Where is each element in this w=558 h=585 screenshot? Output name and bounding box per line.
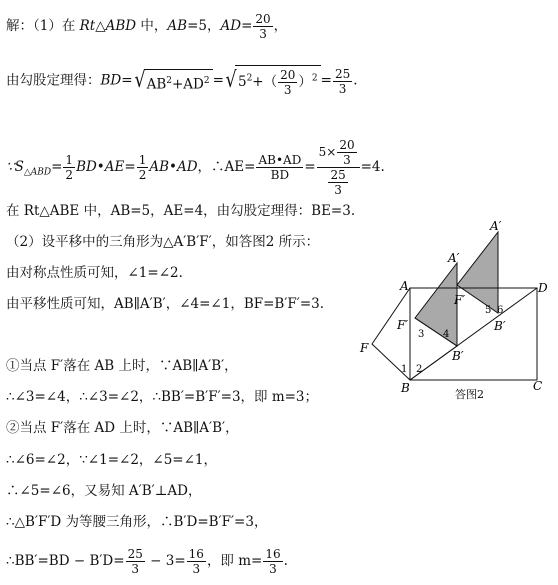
fraction bbox=[256, 153, 303, 182]
text: = bbox=[124, 159, 136, 175]
fraction bbox=[263, 547, 282, 576]
denominator: 3 bbox=[343, 153, 351, 167]
numerator: 20 bbox=[339, 138, 355, 152]
line-7: 由平移性质可知，AB∥A′B′，∠4=∠1，BF=B′F′=3. bbox=[6, 296, 325, 312]
numerator: 16 bbox=[188, 547, 204, 561]
exponent: 2 bbox=[166, 75, 172, 86]
fraction bbox=[253, 12, 272, 41]
fraction bbox=[126, 547, 145, 576]
line-13: ∴△B′F′D 为等腰三角形，∴B′D=B′F′=3， bbox=[6, 514, 268, 530]
denominator: 3 bbox=[192, 562, 201, 576]
text: 由勾股定理得： bbox=[6, 72, 101, 89]
label-F-prime-1: F′ bbox=[397, 318, 409, 332]
label-C: C bbox=[533, 379, 543, 393]
text: BD bbox=[100, 72, 122, 89]
fraction bbox=[328, 168, 347, 197]
fraction bbox=[137, 153, 149, 182]
label-angle-5: 5 bbox=[485, 305, 492, 316]
line-14 bbox=[6, 547, 288, 576]
numerator: 20 bbox=[255, 12, 271, 26]
fraction bbox=[187, 547, 206, 576]
denominator bbox=[317, 168, 360, 197]
text: =5， bbox=[187, 18, 221, 34]
numerator bbox=[317, 138, 360, 168]
text: = bbox=[241, 18, 253, 34]
fraction bbox=[63, 153, 75, 182]
text: = bbox=[212, 72, 224, 89]
label-D: D bbox=[538, 281, 548, 295]
line-10: ②当点 F′落在 AD 上时，∵AB∥A′B′， bbox=[6, 420, 239, 436]
label-angle-6: 6 bbox=[497, 305, 504, 316]
text: AB bbox=[146, 76, 167, 93]
numerator: 1 bbox=[138, 153, 147, 167]
text: BD•AE bbox=[76, 159, 125, 175]
line-11: ∴∠6=∠2，∵∠1=∠2，∠5=∠1， bbox=[6, 452, 218, 468]
text: =4. bbox=[360, 159, 385, 175]
text: = bbox=[51, 159, 63, 175]
line-4: 在 Rt△ABE 中，AB=5，AE=4，由勾股定理得：BE=3. bbox=[6, 203, 356, 219]
label-angle-4: 4 bbox=[443, 329, 450, 340]
text: = bbox=[304, 159, 316, 175]
text: ，∴AE= bbox=[197, 159, 256, 175]
numerator: 25 bbox=[127, 547, 143, 561]
label-A-prime-2: A′ bbox=[490, 219, 502, 233]
text: AB•AD bbox=[149, 159, 198, 175]
exponent: 2 bbox=[311, 73, 318, 84]
line-1 bbox=[6, 12, 287, 41]
numerator: 20 bbox=[280, 68, 296, 82]
text: Rt△ABD bbox=[79, 18, 137, 34]
text: ，即 m= bbox=[206, 553, 263, 569]
text: = bbox=[320, 72, 332, 89]
label-F: F bbox=[360, 341, 369, 355]
text: +（ bbox=[252, 74, 278, 90]
compound-fraction bbox=[317, 138, 360, 197]
line-6: 由对称点性质可知，∠1=∠2. bbox=[6, 265, 183, 281]
text: 中， bbox=[136, 18, 168, 34]
text: 解：（1）在 bbox=[6, 18, 80, 34]
text: 5 bbox=[237, 74, 247, 90]
label-B-prime-2: B′ bbox=[494, 319, 506, 333]
numerator: AB•AD bbox=[258, 153, 302, 167]
denominator: 3 bbox=[269, 562, 277, 576]
denominator: 3 bbox=[338, 81, 347, 96]
line-8: ①当点 F′落在 AB 上时，∵AB∥A′B′， bbox=[6, 358, 238, 374]
line-5: （2）设平移中的三角形为△A′B′F′，如答图2 所示： bbox=[6, 234, 320, 250]
label-B-prime-1: B′ bbox=[452, 349, 464, 363]
exponent: 2 bbox=[203, 75, 210, 86]
label-A: A bbox=[400, 279, 409, 293]
radical-sign: √ bbox=[133, 68, 146, 93]
text: ∵S bbox=[6, 159, 24, 175]
subscript: △ABD bbox=[23, 167, 52, 178]
text: . bbox=[283, 553, 288, 569]
fraction bbox=[337, 138, 356, 167]
label-A-prime-1: A′ bbox=[448, 251, 460, 265]
radical-sign: √ bbox=[225, 68, 237, 93]
denominator: 2 bbox=[138, 168, 147, 182]
line-12: ∴∠5=∠6，又易知 A′B′⊥AD， bbox=[6, 483, 202, 499]
text: ） bbox=[298, 74, 312, 90]
line-3 bbox=[6, 138, 385, 197]
numerator: 16 bbox=[265, 547, 281, 561]
text: . bbox=[353, 72, 358, 89]
numerator: 25 bbox=[334, 66, 351, 81]
denominator: 2 bbox=[65, 168, 74, 182]
figure-caption: 答图2 bbox=[455, 388, 484, 401]
fraction bbox=[278, 68, 297, 97]
label-angle-1: 1 bbox=[401, 364, 408, 375]
denominator: 3 bbox=[131, 562, 140, 576]
denominator: BD bbox=[270, 168, 290, 182]
radicand bbox=[144, 69, 213, 94]
fraction bbox=[333, 67, 352, 96]
text: ∴BB′=BD − B′D= bbox=[6, 553, 125, 569]
line-9: ∴∠3=∠4，∴∠3=∠2，∴BB′=B′F′=3，即 m=3； bbox=[6, 389, 319, 405]
radicand bbox=[235, 65, 321, 97]
label-F-prime-2: F′ bbox=[454, 293, 466, 307]
label-angle-2: 2 bbox=[416, 364, 423, 375]
numerator: 1 bbox=[65, 153, 74, 167]
text: ， bbox=[273, 18, 288, 34]
denominator: 3 bbox=[334, 183, 342, 197]
text: = bbox=[121, 72, 133, 89]
numerator: 25 bbox=[330, 168, 346, 182]
label-angle-3: 3 bbox=[418, 329, 425, 340]
denominator: 3 bbox=[283, 83, 292, 97]
text: AB bbox=[167, 18, 188, 34]
text: +AD bbox=[172, 76, 204, 93]
geometry-figure bbox=[352, 212, 552, 412]
line-2 bbox=[6, 65, 358, 97]
text: AD bbox=[220, 18, 242, 34]
text: − 3= bbox=[145, 553, 186, 569]
exponent: 2 bbox=[246, 73, 253, 84]
label-B: B bbox=[401, 381, 410, 395]
denominator: 3 bbox=[259, 27, 267, 41]
text: 5× bbox=[318, 145, 337, 159]
